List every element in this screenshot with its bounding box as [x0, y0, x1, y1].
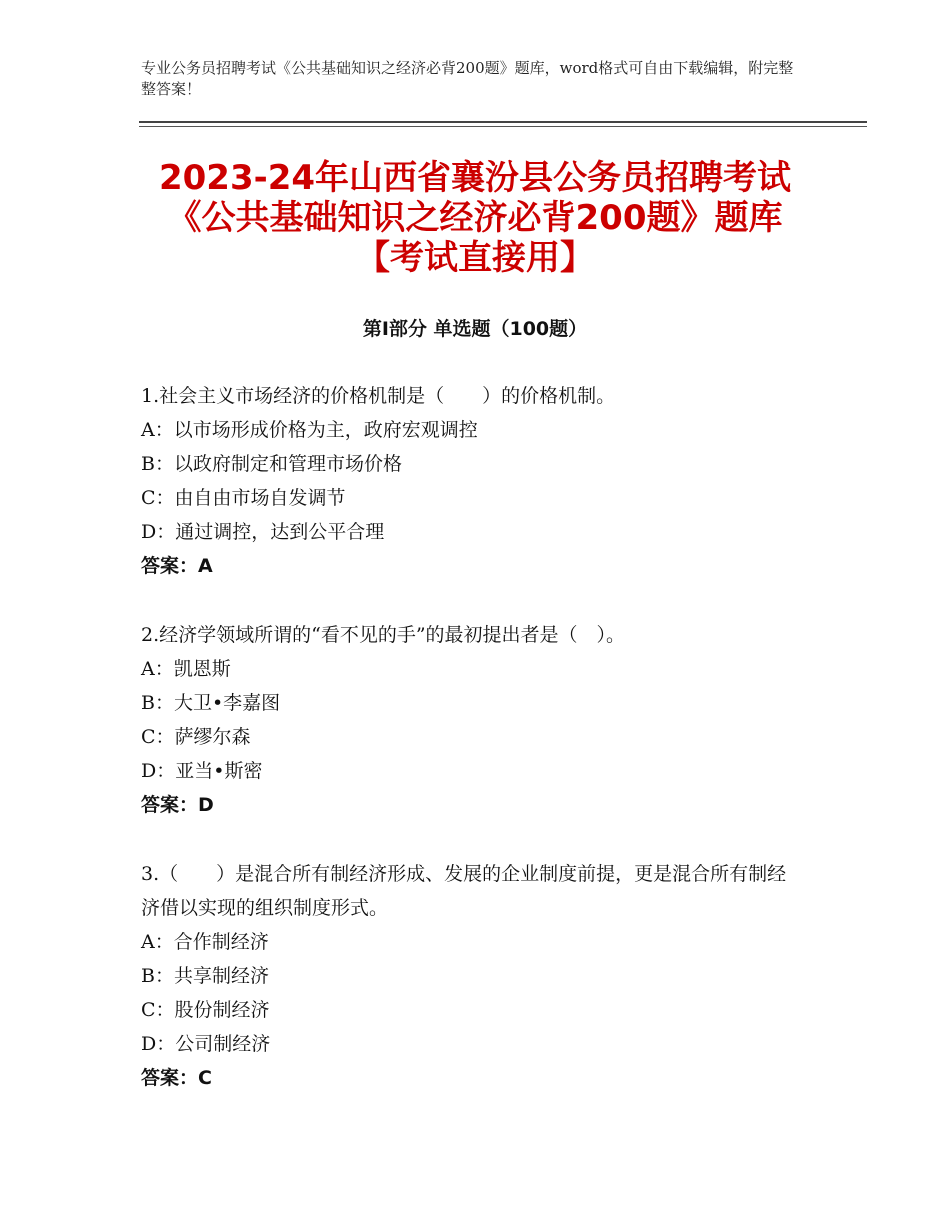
option-b: B：共享制经济 — [141, 965, 269, 987]
option-a: A：合作制经济 — [141, 931, 269, 953]
option-a: A：以市场形成价格为主，政府宏观调控 — [141, 419, 478, 441]
option-c: C：股份制经济 — [141, 999, 270, 1021]
answer: 答案：D — [141, 794, 214, 816]
question-2 — [141, 618, 831, 822]
section-title: 第Ⅰ部分 单选题（100题） — [362, 318, 588, 340]
question-text: 1.社会主义市场经济的价格机制是（ ）的价格机制。 — [141, 385, 616, 407]
answer: 答案：C — [141, 1067, 212, 1089]
question-text: 2.经济学领域所谓的“看不见的手”的最初提出者是（ ）。 — [141, 624, 626, 646]
question-1 — [141, 379, 831, 583]
title-line-3: 【考试直接用】 — [356, 238, 594, 278]
title-line-2: 《公共基础知识之经济必背200题》题库 — [167, 198, 783, 238]
header-note: 专业公务员招聘考试《公共基础知识之经济必背200题》题库，word格式可自由下载编辑，附完整整答案！ — [141, 59, 794, 98]
header-rule-thick — [139, 121, 867, 123]
document-title — [100, 158, 850, 278]
option-d: D：亚当•斯密 — [141, 760, 263, 782]
option-d: D：公司制经济 — [141, 1033, 271, 1055]
header-rule-thin — [139, 126, 867, 127]
question-3 — [141, 857, 801, 1095]
option-c: C：由自由市场自发调节 — [141, 487, 346, 509]
option-a: A：凯恩斯 — [141, 658, 231, 680]
option-c: C：萨缪尔森 — [141, 726, 251, 748]
question-text: 3.（ ）是混合所有制经济形成、发展的企业制度前提，更是混合所有制经济借以实现的组织制度形式。 — [141, 863, 787, 919]
option-b: B：大卫•李嘉图 — [141, 692, 281, 714]
option-d: D：通过调控，达到公平合理 — [141, 521, 385, 543]
option-b: B：以政府制定和管理市场价格 — [141, 453, 402, 475]
title-line-1: 2023-24年山西省襄汾县公务员招聘考试 — [158, 158, 792, 198]
answer: 答案：A — [141, 555, 213, 577]
